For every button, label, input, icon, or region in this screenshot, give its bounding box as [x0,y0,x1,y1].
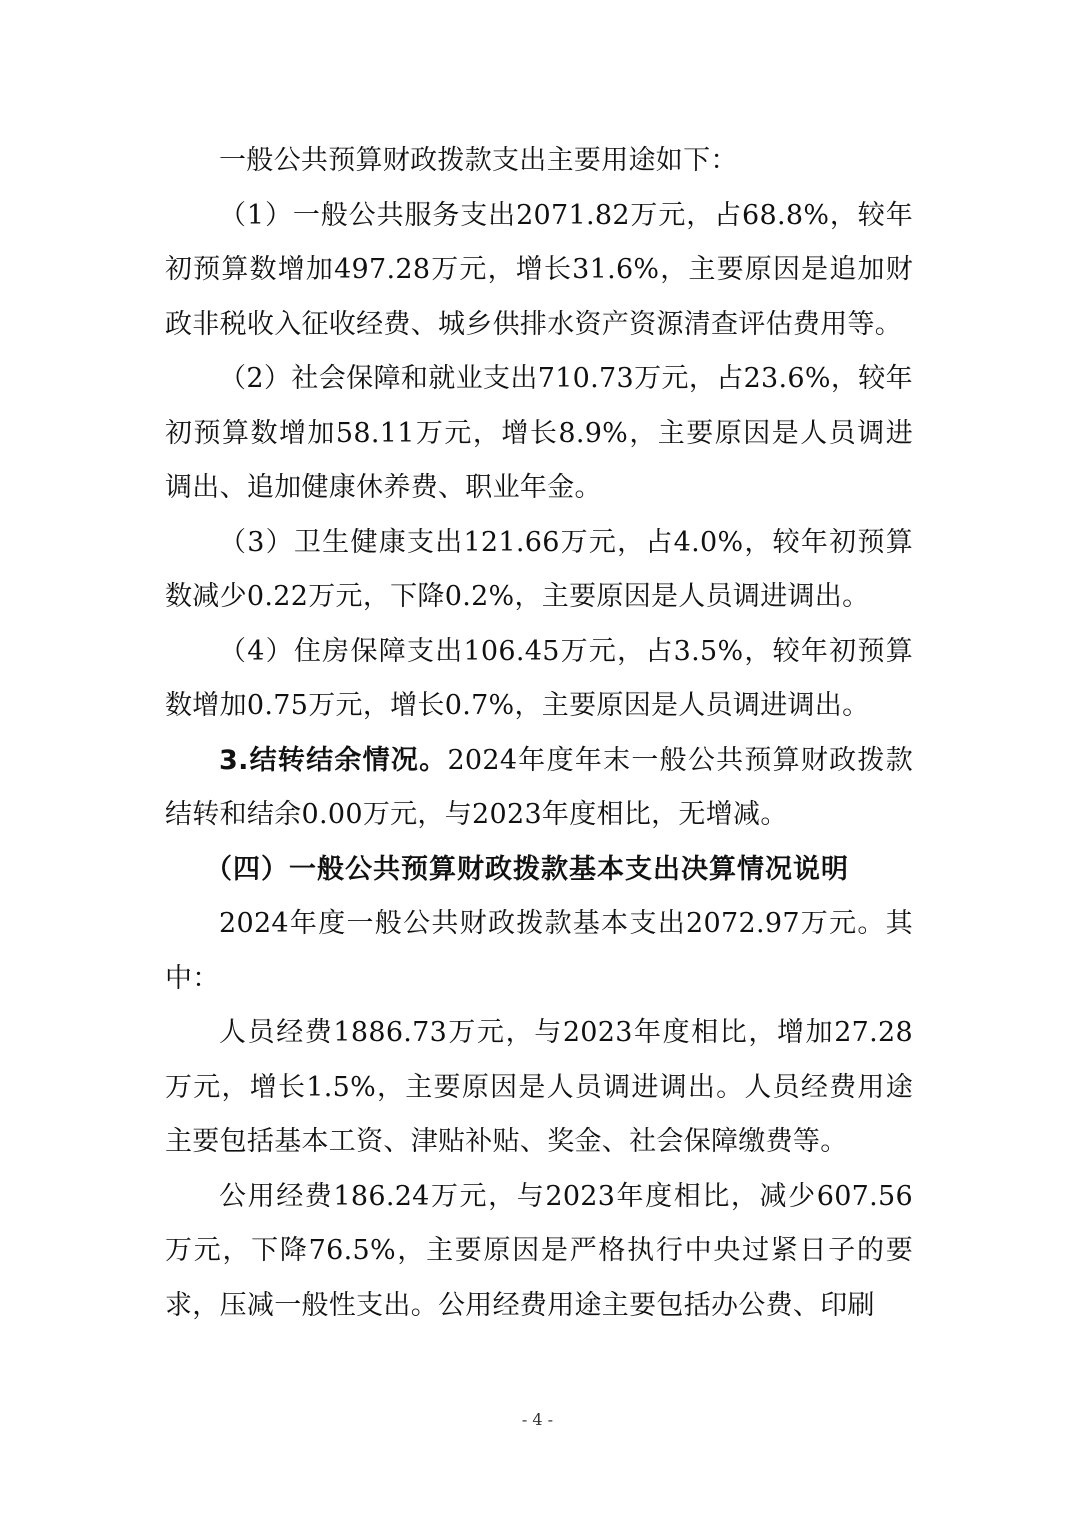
carryover-text: 2024年度年末一般公共预算财政拨款结转和结余0.00万元，与2023年度相比，无增减。 [165,744,913,830]
paragraph-general-public-services: （1）一般公共服务支出2071.82万元，占68.8%，较年初预算数增加497.28万元，增长31.6%，主要原因是追加财政非税收入征收经费、城乡供排水资产资源清查评估费用等。 [165,199,913,340]
paragraph-personnel-expenses: 人员经费1886.73万元，与2023年度相比，增加27.28万元，增长1.5%，主要原因是人员调进调出。人员经费用途主要包括基本工资、津贴补贴、奖金、社会保障缴费等。 [165,1017,913,1157]
paragraph-basic-expenditure: 2024年度一般公共财政拨款基本支出2072.97万元。其中： [165,908,913,994]
paragraph-health: （3）卫生健康支出121.66万元，占4.0%，较年初预算数减少0.22万元，下降0.2%，主要原因是人员调进调出。 [165,526,913,612]
paragraph-public-expenses: 公用经费186.24万元，与2023年度相比，减少607.56万元，下降76.5%，主要原因是严格执行中央过紧日子的要求，压减一般性支出。公用经费用途主要包括办公费、印刷 [165,1180,913,1321]
carryover-lead: 3.结转结余情况。 [219,744,448,776]
section-heading: （四）一般公共预算财政拨款基本支出决算情况说明 [205,853,849,885]
document-body [165,134,913,1333]
paragraph-social-security: （2）社会保障和就业支出710.73万元，占23.6%，较年初预算数增加58.11万元，增长8.9%，主要原因是人员调进调出、追加健康休养费、职业年金。 [165,363,913,503]
paragraph-carryover [165,734,913,843]
paragraph-housing: （4）住房保障支出106.45万元，占3.5%，较年初预算数增加0.75万元，增长0.7%，主要原因是人员调进调出。 [165,635,913,721]
page-number: - 4 - [521,1410,554,1429]
paragraph-intro: 一般公共预算财政拨款支出主要用途如下： [219,145,738,176]
